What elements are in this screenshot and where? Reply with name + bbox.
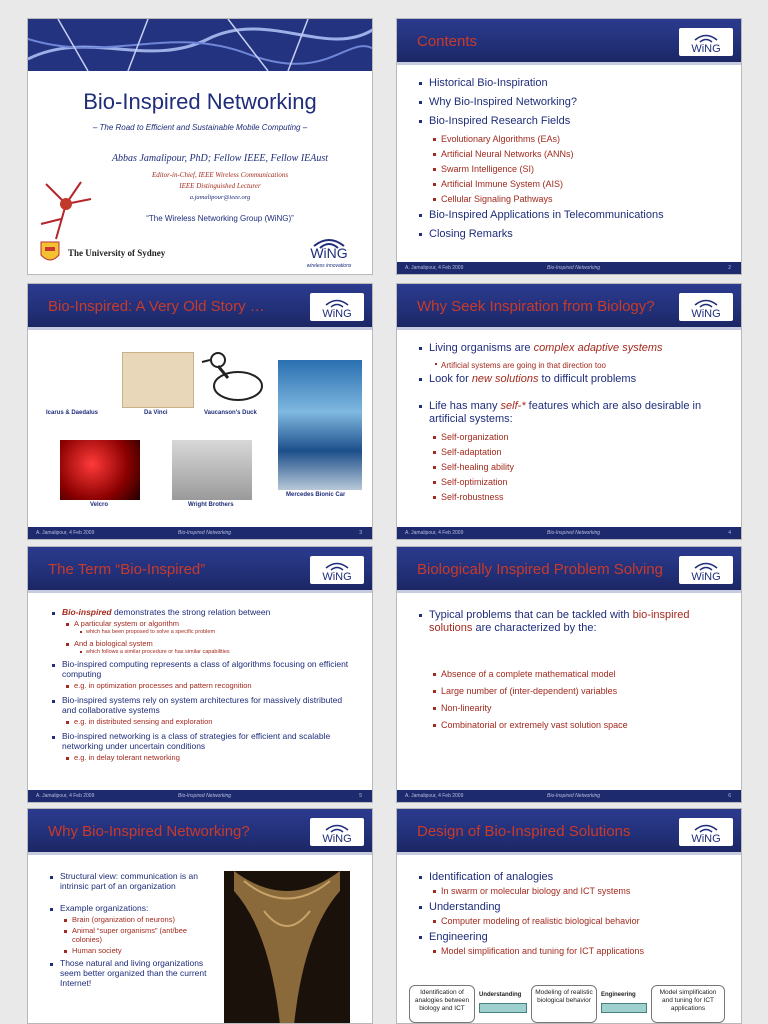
list-subitem: In swarm or molecular biology and ICT systems	[441, 886, 727, 897]
list-subsubitem: which follows a similar procedure or has similar capabilities	[86, 649, 358, 656]
wing-logo	[310, 293, 364, 321]
slide-4[interactable]	[396, 283, 742, 540]
list-subitem: And a biological system	[74, 639, 358, 648]
list-item: Bio-inspired systems rely on system architectures for massively distributed and collaborative systems	[62, 695, 358, 715]
list-subitem: Computer modeling of realistic biological behavior	[441, 916, 727, 927]
da-vinci-sketch-image	[122, 352, 194, 408]
list-subitem: Artificial Neural Networks (ANNs)	[441, 149, 727, 160]
list-subitem: Self-organization	[441, 432, 727, 443]
wing-logo	[679, 28, 733, 56]
flow-arrow	[601, 1003, 647, 1013]
slide-title: Biologically Inspired Problem Solving	[417, 561, 663, 578]
list-subitem: A particular system or algorithm	[74, 619, 358, 628]
list-subitem: e.g. in delay tolerant networking	[74, 753, 358, 762]
list-item: Closing Remarks	[429, 228, 727, 241]
list-subitem: Artificial systems are going in that direction too	[441, 361, 727, 370]
list-subitem: Animal “super organisms” (ant/bee colonies)	[72, 926, 210, 944]
list-subitem: Artificial Immune System (AIS)	[441, 179, 727, 190]
flow-arrow-label: Engineering	[601, 992, 636, 998]
bullet-list	[52, 607, 358, 766]
list-subitem: Absence of a complete mathematical model	[441, 669, 727, 680]
talk-title: Bio-Inspired Networking	[83, 89, 317, 114]
flow-step-analogies: Identification of analogies between biology and ICT	[409, 985, 475, 1023]
ant-colony-image	[224, 871, 350, 1024]
university-crest	[40, 241, 60, 265]
author-role-2: IEEE Distinguished Lecturer	[179, 182, 261, 190]
list-item: Historical Bio-Inspiration	[429, 77, 727, 90]
bullet-list	[419, 871, 727, 961]
list-subitem: Self-adaptation	[441, 447, 727, 458]
slide-title: Bio-Inspired: A Very Old Story …	[48, 298, 265, 315]
list-item: Engineering	[429, 931, 727, 944]
university-name: The University of Sydney	[68, 248, 166, 258]
list-item: Bio-Inspired Research Fields	[429, 115, 727, 128]
bullet-list	[50, 871, 210, 994]
image-caption: Velcro	[90, 502, 109, 508]
slide-5[interactable]	[27, 546, 373, 803]
wing-logo	[294, 234, 364, 270]
author-name: Abbas Jamalipour, PhD; Fellow IEEE, Fellow IEAust	[111, 153, 329, 164]
vaucanson-duck-image	[200, 344, 270, 408]
svg-text:WiNG: WiNG	[691, 308, 721, 320]
logo-text: WiNG	[310, 245, 348, 258]
slide-footer: A. Jamalipour, 4 Feb 2009 Bio-Inspired Networking 5	[28, 790, 372, 802]
slide-title: Contents	[417, 33, 478, 50]
list-subitem: Human society	[72, 946, 210, 955]
svg-text:WiNG: WiNG	[322, 833, 352, 845]
list-item: Typical problems that can be tackled with bio-inspired solutions are characterized by the:	[429, 609, 727, 635]
list-item: Bio-inspired networking is a class of strategies for efficient and scalable networking under uncertain conditions	[62, 731, 358, 751]
list-subitem: Self-healing ability	[441, 462, 727, 473]
image-caption: Vaucanson’s Duck	[204, 410, 257, 416]
list-item: Look for new solutions to difficult problems	[429, 373, 727, 386]
svg-text:WiNG: WiNG	[691, 43, 721, 55]
list-item: Bio-inspired demonstrates the strong relation between	[62, 607, 358, 617]
list-subitem: e.g. in distributed sensing and exploration	[74, 717, 358, 726]
bullet-list	[419, 609, 727, 735]
wing-logo	[679, 556, 733, 584]
svg-text:WiNG: WiNG	[691, 833, 721, 845]
image-caption: Icarus & Daedalus	[46, 410, 99, 416]
wing-logo	[310, 818, 364, 846]
list-item: Understanding	[429, 901, 727, 914]
list-item: Structural view: communication is an intrinsic part of an organization	[60, 871, 210, 891]
mercedes-bionic-car-image	[278, 360, 362, 490]
slide-title: Design of Bio-Inspired Solutions	[417, 823, 631, 840]
list-subitem: Self-robustness	[441, 492, 727, 503]
slide-footer: A. Jamalipour, 4 Feb 2009 Bio-Inspired Networking 3	[28, 527, 372, 539]
image-caption: Da Vinci	[144, 410, 168, 416]
neuron-banner-image	[28, 19, 373, 71]
slide-1[interactable]	[27, 18, 373, 275]
slide-8[interactable]	[396, 808, 742, 1024]
neuron-drawing	[36, 174, 96, 244]
list-item: Bio-Inspired Applications in Telecommunications	[429, 209, 727, 222]
svg-text:WiNG: WiNG	[322, 308, 352, 320]
flow-arrow	[479, 1003, 527, 1013]
wifi-icon	[294, 234, 364, 258]
wright-brothers-image	[172, 440, 252, 500]
flow-arrow-label: Understanding	[479, 992, 522, 998]
list-subitem: Swarm Intelligence (SI)	[441, 164, 727, 175]
list-item: Example organizations:	[60, 903, 210, 913]
author-email[interactable]: a.jamalipour@ieee.org	[189, 194, 251, 201]
slide-3[interactable]	[27, 283, 373, 540]
slide-title: The Term “Bio-Inspired”	[48, 561, 206, 578]
list-item: Why Bio-Inspired Networking?	[429, 96, 727, 109]
wing-logo	[310, 556, 364, 584]
list-subitem: Model simplification and tuning for ICT applications	[441, 946, 727, 957]
list-subitem: Evolutionary Algorithms (EAs)	[441, 134, 727, 145]
slide-6[interactable]	[396, 546, 742, 803]
talk-subtitle: – The Road to Efficient and Sustainable Mobile Computing –	[92, 123, 308, 132]
list-item: Those natural and living organizations seem better organized than the current Internet!	[60, 958, 210, 988]
list-subitem: Non-linearity	[441, 703, 727, 714]
list-subitem: Large number of (inter-dependent) variables	[441, 686, 727, 697]
slide-footer: A. Jamalipour, 4 Feb 2009 Bio-Inspired Networking 4	[397, 527, 741, 539]
list-item: Bio-inspired computing represents a class of algorithms focusing on efficient computing	[62, 659, 358, 679]
contents-list	[419, 77, 727, 247]
list-subitem: e.g. in optimization processes and pattern recognition	[74, 681, 358, 690]
list-subitem: Self-optimization	[441, 477, 727, 488]
flow-step-simplification: Model simplification and tuning for ICT applications	[651, 985, 725, 1023]
list-subitem: Cellular Signaling Pathways	[441, 194, 727, 205]
list-item: Living organisms are complex adaptive systems	[429, 342, 727, 355]
bullet-list	[419, 342, 727, 507]
slide-title: Why Seek Inspiration from Biology?	[417, 298, 655, 315]
logo-subtext: wireless innovations	[306, 263, 352, 269]
wing-logo	[679, 818, 733, 846]
slide-title: Why Bio-Inspired Networking?	[48, 823, 250, 840]
author-role-1: Editor-in-Chief, IEEE Wireless Communications	[151, 171, 289, 179]
slide-footer: A. Jamalipour, 4 Feb 2009 Bio-Inspired Networking 2	[397, 262, 741, 274]
slide-7[interactable]	[27, 808, 373, 1024]
list-subsubitem: which has been proposed to solve a specific problem	[86, 629, 358, 636]
svg-text:WiNG: WiNG	[322, 571, 352, 583]
list-item: Identification of analogies	[429, 871, 727, 884]
icarus-painting-image	[42, 350, 110, 408]
image-caption: Wright Brothers	[188, 502, 234, 508]
svg-text:WiNG: WiNG	[691, 571, 721, 583]
group-name: “The Wireless Networking Group (WiNG)”	[146, 214, 294, 223]
list-subitem: Brain (organization of neurons)	[72, 915, 210, 924]
velcro-image	[60, 440, 140, 500]
list-item: Life has many self-* features which are also desirable in artificial systems:	[429, 400, 727, 426]
list-subitem: Combinatorial or extremely vast solution space	[441, 720, 727, 731]
wing-logo	[679, 293, 733, 321]
image-caption: Mercedes Bionic Car	[286, 492, 346, 498]
flow-step-modeling: Modeling of realistic biological behavior	[531, 985, 597, 1023]
slide-footer: A. Jamalipour, 4 Feb 2009 Bio-Inspired Networking 6	[397, 790, 741, 802]
slide-2[interactable]	[396, 18, 742, 275]
